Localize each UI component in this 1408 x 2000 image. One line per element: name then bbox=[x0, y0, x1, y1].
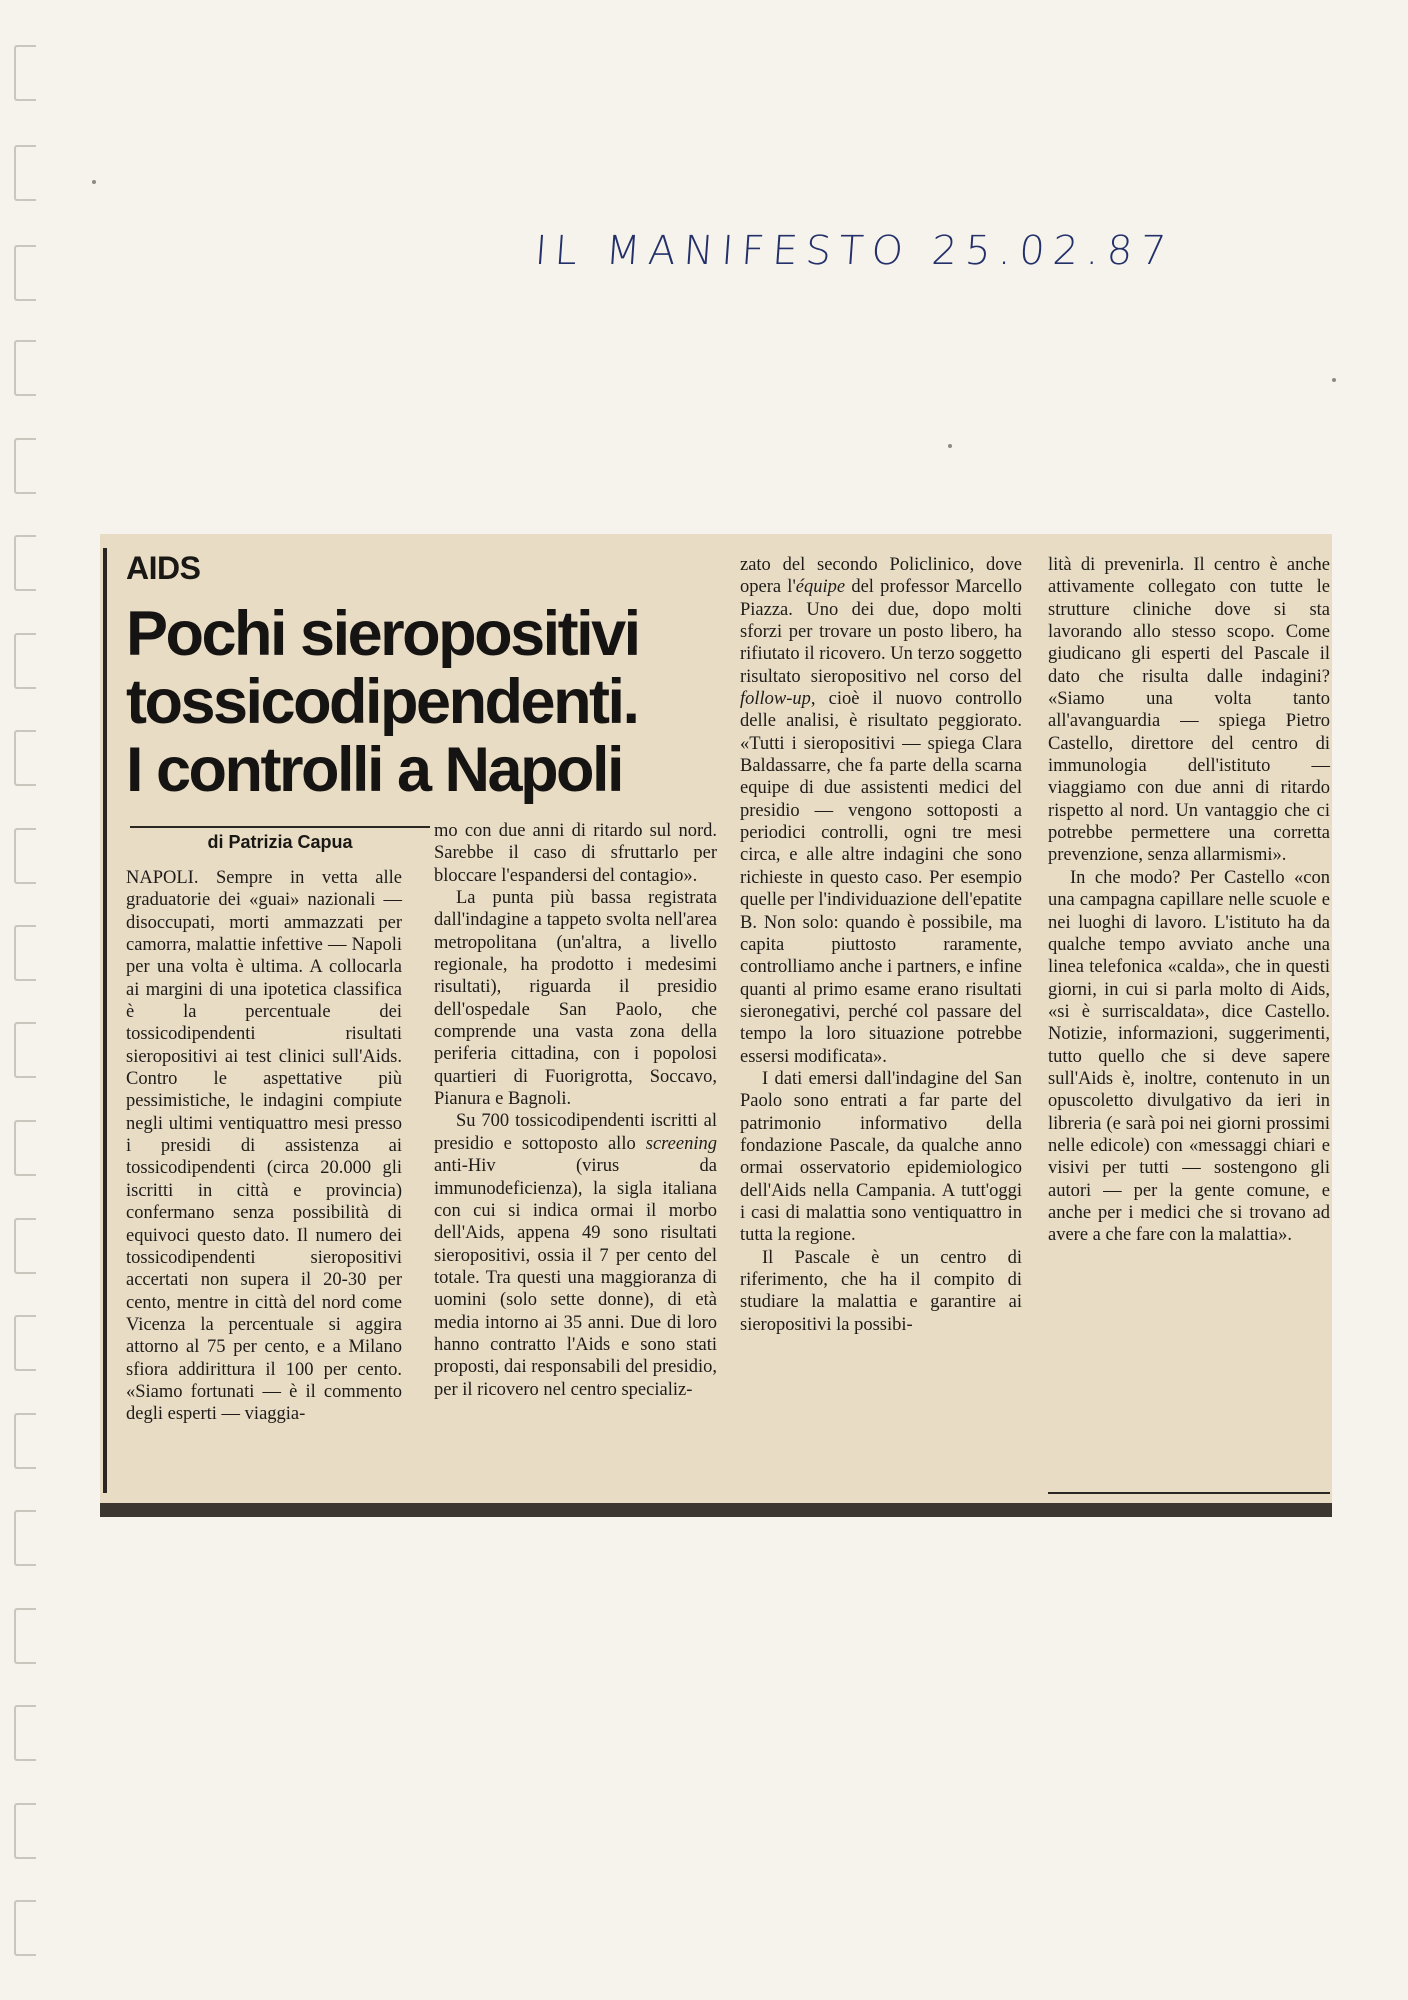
article-headline: Pochi sieropositivi tossicodipendenti. I controlli a Napoli bbox=[126, 599, 639, 805]
punch-hole bbox=[14, 730, 36, 786]
article-column-2 bbox=[434, 820, 717, 1401]
text-run: anti-Hiv (virus da immunodeficienza), la sigla italiana con cui si indica ormai il morbo dell'Aids, appena 49 sono risultati sieropositivi, ossia il 7 per cento del totale. Tra questi una maggioranza di uomini (solo sette donne), di età media intorno ai 35 anni. Due di loro hanno contratto l'Aids e sono stati proposti, dai responsabili del presidio, per il ricovero nel centro specializ- bbox=[434, 1156, 717, 1400]
article-column-4 bbox=[1048, 554, 1330, 1247]
paragraph: In che modo? Per Castello «con una campagna capillare nelle scuole e nei luoghi di lavoro. L'istituto ha da qualche tempo avviato anche una linea telefonica «calda», che in questi giorni, in cui si parla molto di Aids, «si è surriscaldata», dice Castello. Notizie, informazioni, suggerimenti, tutto quello che si deve sapere sull'Aids è, inoltre, contenuto in un opuscoletto divulgativo da ieri in libreria (e sarà poi nei giorni prossimi nelle edicole) con «messaggi chiari e visivi per tutti — sostengono gli autori — per la gente comune, e anche per i medici che si trovano ad avere a che fare con la malattia». bbox=[1048, 867, 1330, 1246]
article-column-3 bbox=[740, 554, 1022, 1336]
punch-hole bbox=[14, 1022, 36, 1078]
handwritten-source-note: IL MANIFESTO 25.02.87 bbox=[533, 228, 1176, 274]
binder-holes bbox=[10, 0, 40, 2000]
paragraph: I dati emersi dall'indagine del San Paolo sono entrati a far parte del patrimonio informativo della fondazione Pascale, da qualche anno ormai osservatorio epidemiologico dell'Aids nella Campania. A tutt'oggi i casi di malattia sono ventiquattro in tutta la regione. bbox=[740, 1068, 1022, 1246]
paragraph: Il Pascale è un centro di riferimento, che ha il compito di studiare la malattia e garantire ai sieropositivi la possibi- bbox=[740, 1247, 1022, 1335]
punch-hole bbox=[14, 925, 36, 981]
punch-hole bbox=[14, 245, 36, 301]
clipping-bottom-border bbox=[100, 1503, 1332, 1517]
text-run: , cioè il nuovo controllo delle analisi, è risultato peggiorato. «Tutti i sieropositivi — spiega Clara Baldassarre, che fa parte della scarna equipe di due assistenti medici del presidio — vengono sottoposti a periodici controlli, ogni tre mesi circa, e alle altre indagini che sono richieste in questo caso. Per esempio quelle per l'individuazione dell'epatite B. Non solo: quando è possibile, ma capita piuttosto raramente, controlliamo anche i partners, e infine quanti al primo esame erano risultati sieronegativi, perché col passare del tempo la loro situazione potrebbe essersi modificata». bbox=[740, 689, 1022, 1067]
end-rule bbox=[1048, 1492, 1330, 1494]
italic-term: follow-up bbox=[740, 689, 811, 710]
punch-hole bbox=[14, 1803, 36, 1859]
paper-speck bbox=[948, 444, 952, 448]
paper-speck bbox=[1332, 378, 1336, 382]
italic-term: screening bbox=[645, 1133, 717, 1154]
byline-rule bbox=[130, 826, 430, 828]
paragraph bbox=[740, 554, 1022, 1068]
punch-hole bbox=[14, 1218, 36, 1274]
punch-hole bbox=[14, 1315, 36, 1371]
article-column-1 bbox=[126, 867, 402, 1426]
punch-hole bbox=[14, 1510, 36, 1566]
punch-hole bbox=[14, 45, 36, 101]
punch-hole bbox=[14, 340, 36, 396]
punch-hole bbox=[14, 145, 36, 201]
text-run: Su 700 tossicodipendenti iscritti al presidio e sottoposto allo bbox=[434, 1111, 717, 1154]
paragraph: mo con due anni di ritardo sul nord. Sarebbe il caso di sfruttarlo per bloccare l'espandersi del contagio». bbox=[434, 821, 717, 886]
paragraph bbox=[434, 1110, 717, 1400]
punch-hole bbox=[14, 828, 36, 884]
left-rule bbox=[103, 548, 107, 1493]
punch-hole bbox=[14, 1413, 36, 1469]
punch-hole bbox=[14, 633, 36, 689]
punch-hole bbox=[14, 438, 36, 494]
punch-hole bbox=[14, 1120, 36, 1176]
paragraph: lità di prevenirla. Il centro è anche attivamente collegato con tutte le strutture cliniche dove si sta lavorando allo stesso scopo. Come giudicano gli esperti del Pascale il dato che risulta dalle indagini? «Siamo una volta tanto all'avanguardia — spiega Pietro Castello, direttore del centro di immunologia dell'istituto — viaggiamo con due anni di ritardo rispetto al nord. Un vantaggio che ci potrebbe permettere una corretta prevenzione, senza allarmismi». bbox=[1048, 555, 1330, 866]
italic-term: équipe bbox=[795, 577, 846, 598]
newspaper-clipping bbox=[100, 534, 1332, 1517]
paper-speck bbox=[92, 180, 96, 184]
article-kicker: AIDS bbox=[126, 550, 201, 586]
article-byline: di Patrizia Capua bbox=[207, 832, 353, 852]
paragraph: NAPOLI. Sempre in vetta alle graduatorie dei «guai» nazionali — disoccupati, morti ammazzati per camorra, malattie infettive — Napoli per una volta è ultima. A collocarla ai margini di una ipotetica classifica è la percentuale dei tossicodipendenti risultati sieropositivi ai test clinici sull'Aids. Contro le aspettative più pessimistiche, le indagini compiute negli ultimi ventiquattro mesi presso i presidi di assistenza ai tossicodipendenti (circa 20.000 gli iscritti in città e provincia) confermano senza possibilità di equivoci questo dato. Il numero dei tossicodipendenti sieropositivi accertati non supera il 20-30 per cento, mentre in città del nord come Vicenza la percentuale si aggira attorno al 75 per cento, e a Milano sfiora addirittura il 100 per cento. «Siamo fortunati — è il commento degli esperti — viaggia- bbox=[126, 868, 402, 1425]
punch-hole bbox=[14, 1900, 36, 1956]
paragraph: La punta più bassa registrata dall'indagine a tappeto svolta nell'area metropolitana (un'altra, a livello regionale, ha prodotto i medesimi risultati), riguarda il presidio dell'ospedale San Paolo, che comprende una vasta zona della periferia cittadina, con i popolosi quartieri di Fuorigrotta, Soccavo, Pianura e Bagnoli. bbox=[434, 888, 717, 1110]
punch-hole bbox=[14, 1608, 36, 1664]
punch-hole bbox=[14, 1705, 36, 1761]
text-run: del professor Marcello Piazza. Uno dei due, dopo molti sforzi per trovare un posto libero, ha rifiutato il ricovero. Un terzo soggetto risultato sieropositivo nel corso del bbox=[740, 577, 1023, 687]
text-run: zato del secondo Policlinico, dove opera l' bbox=[740, 555, 1022, 598]
punch-hole bbox=[14, 535, 36, 591]
